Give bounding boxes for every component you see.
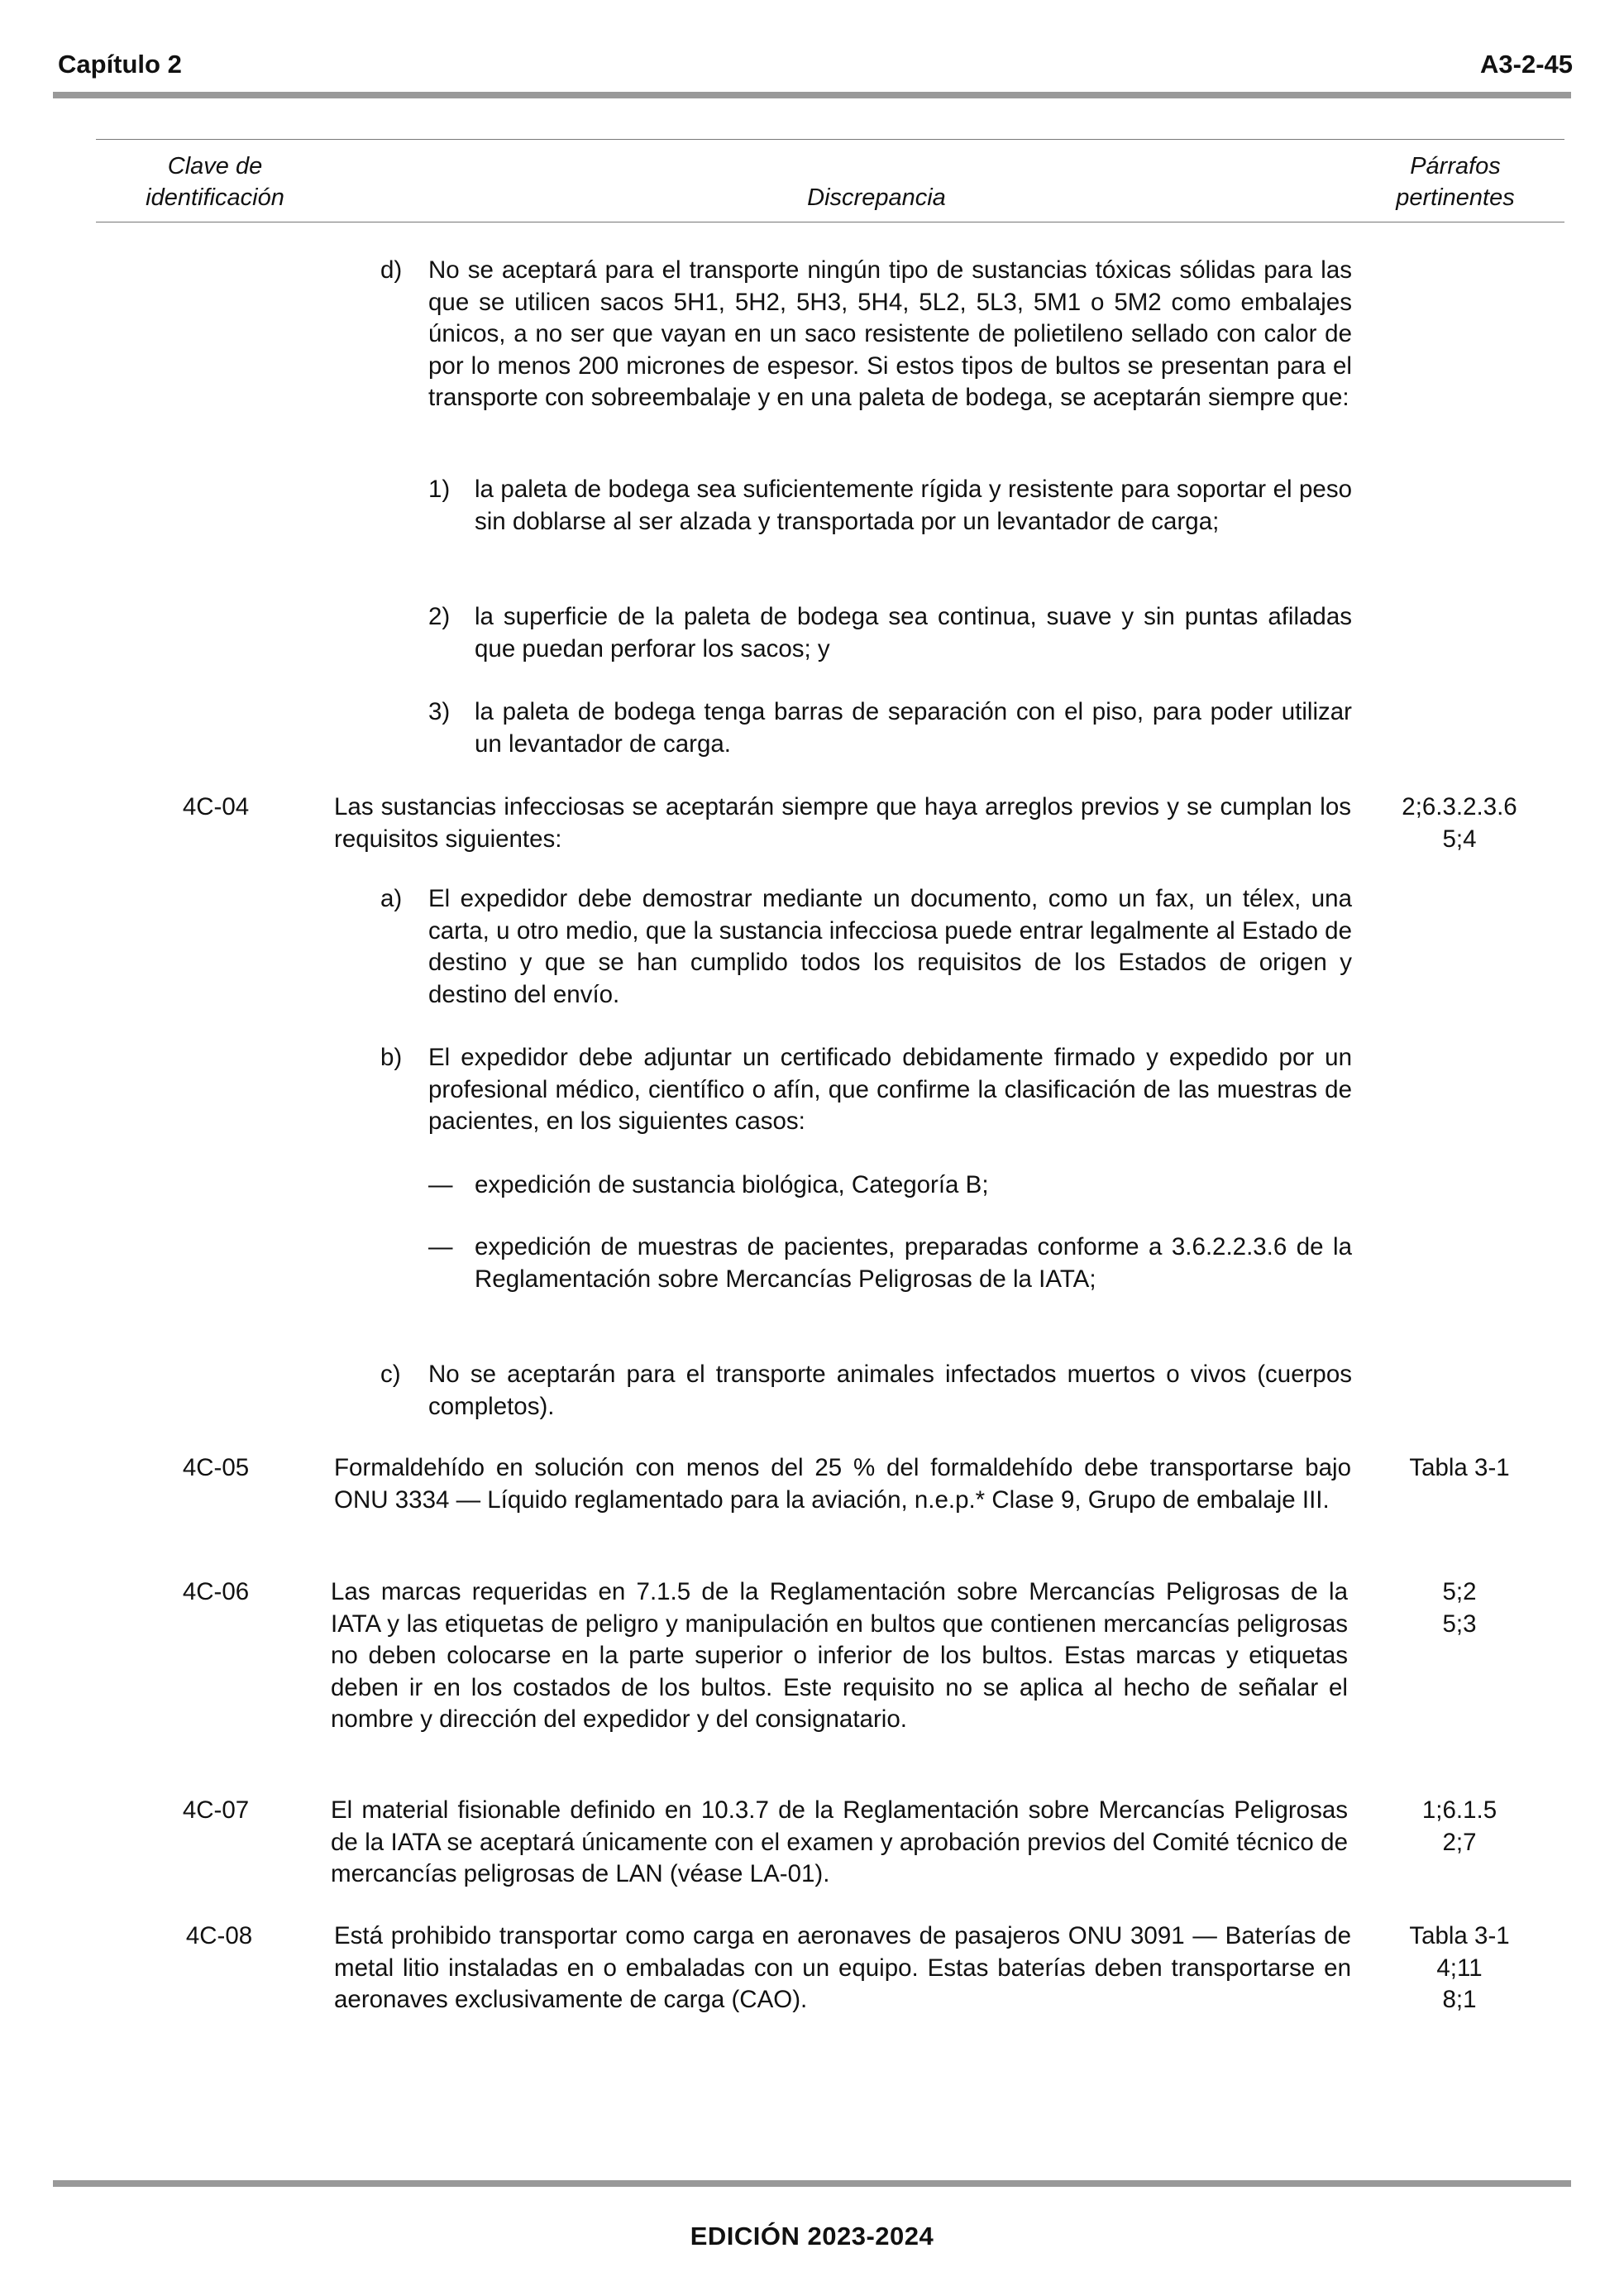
- sub-item-label: 1): [428, 476, 451, 503]
- entry-text: Está prohibido transportar como carga en aeronaves de pasajeros ONU 3091 — Baterías de metal litio instaladas en o embaladas con un equipo. Estas baterías deben transportarse en aeronaves exclusivamente de carga (CAO).: [334, 1922, 1351, 2013]
- entry-text: El material fisionable definido en 10.3.7 de la Reglamentación sobre Mercancías Peligrosas de la IATA se aceptará únicamente con el examen y aprobación previos del Comité técnico de mercancías peligrosas de LAN (véase LA-01).: [331, 1796, 1348, 1887]
- list-item-text: No se aceptarán para el transporte animales infectados muertos o vivos (cuerpos completos).: [428, 1361, 1352, 1420]
- sub-item-text: la superficie de la paleta de bodega sea continua, suave y sin puntas afiladas que puedan perforar los sacos; y: [475, 603, 1352, 662]
- dash-item-text: expedición de sustancia biológica, Categoría B;: [475, 1171, 989, 1198]
- entry-paragraphs: Tabla 3-1 4;11 8;1: [1409, 1922, 1510, 2013]
- list-item-text: El expedidor debe demostrar mediante un documento, como un fax, un télex, una carta, u otro medio, que la sustancia infecciosa puede entrar legalmente al Estado de destino y que se han cumplido todos los requisitos de los Estados de origen y destino del envío.: [428, 885, 1352, 1008]
- entry-paragraphs: 5;2 5;3: [1442, 1578, 1477, 1638]
- edition-label: EDICIÓN 2023-2024: [690, 2222, 934, 2251]
- dash-item-text: expedición de muestras de pacientes, preparadas conforme a 3.6.2.2.3.6 de la Reglamentación sobre Mercancías Peligrosas de la IATA;: [475, 1233, 1352, 1293]
- entry-key: 4C-07: [182, 1796, 250, 1824]
- sub-item-text: la paleta de bodega tenga barras de separación con el piso, para poder utilizar un levantador de carga.: [475, 698, 1352, 758]
- entry-key: 4C-06: [182, 1578, 250, 1605]
- column-header-paragraphs: Párrafos pertinentes: [1396, 153, 1515, 211]
- sub-item-label: 2): [428, 603, 451, 630]
- entry-paragraphs: 2;6.3.2.3.6 5;4: [1402, 793, 1517, 853]
- entry-key: 4C-04: [182, 793, 250, 820]
- entry-key: 4C-08: [185, 1922, 253, 1949]
- column-header-discrepancy: Discrepancia: [807, 184, 946, 211]
- header-rule: [53, 92, 1571, 98]
- footer-rule: [53, 2180, 1571, 2187]
- entry-text: Las sustancias infecciosas se aceptarán siempre que haya arreglos previos y se cumplan los requisitos siguientes:: [334, 793, 1351, 853]
- entry-key: 4C-05: [182, 1454, 250, 1481]
- list-item-text: No se aceptará para el transporte ningún tipo de sustancias tóxicas sólidas para las que se utilicen sacos 5H1, 5H2, 5H3, 5H4, 5L2, 5L3, 5M1 o 5M2 como embalajes únicos, a no ser que vayan en un saco resistente de polietileno sellado con calor de por lo menos 200 micrones de espesor. Si estos tipos de bultos se presentan para el transporte con sobreembalaje y en una paleta de bodega, se aceptarán siempre que:: [428, 256, 1352, 411]
- list-item-label: a): [380, 885, 403, 912]
- entry-text: Las marcas requeridas en 7.1.5 de la Reglamentación sobre Mercancías Peligrosas de la IATA y las etiquetas de peligro y manipulación en bultos que contienen mercancías peligrosas no deben colocarse en la parte superior o inferior de los bultos. Estas marcas y etiquetas deben ir en los costados de los bultos. Este requisito no se aplica al hecho de señalar el nombre y dirección del expedidor y del consignatario.: [331, 1578, 1348, 1733]
- list-item-text: El expedidor debe adjuntar un certificado debidamente firmado y expedido por un profesional médico, científico o afín, que confirme la clasificación de las muestras de pacientes, en los siguientes casos:: [428, 1044, 1352, 1135]
- list-item-label: b): [380, 1044, 403, 1071]
- sub-item-text: la paleta de bodega sea suficientemente rígida y resistente para soportar el peso sin doblarse al ser alzada y transportada por un levantador de carga;: [475, 476, 1352, 535]
- list-item-label: d): [380, 256, 403, 284]
- page-reference: A3-2-45: [1480, 50, 1573, 79]
- chapter-title: Capítulo 2: [58, 50, 182, 79]
- column-header-key: Clave de identificación: [146, 153, 284, 211]
- list-item-label: c): [380, 1361, 401, 1388]
- entry-paragraphs: 1;6.1.5 2;7: [1421, 1796, 1497, 1856]
- table-top-rule: [96, 139, 1564, 140]
- entry-paragraphs: Tabla 3-1: [1409, 1454, 1510, 1481]
- sub-item-label: 3): [428, 698, 451, 725]
- dash-item-label: —: [428, 1233, 453, 1260]
- dash-item-label: —: [428, 1171, 453, 1198]
- entry-text: Formaldehído en solución con menos del 25 % del formaldehído debe transportarse bajo ONU 3334 — Líquido reglamentado para la aviación, n.e.p.* Clase 9, Grupo de embalaje III.: [334, 1454, 1351, 1514]
